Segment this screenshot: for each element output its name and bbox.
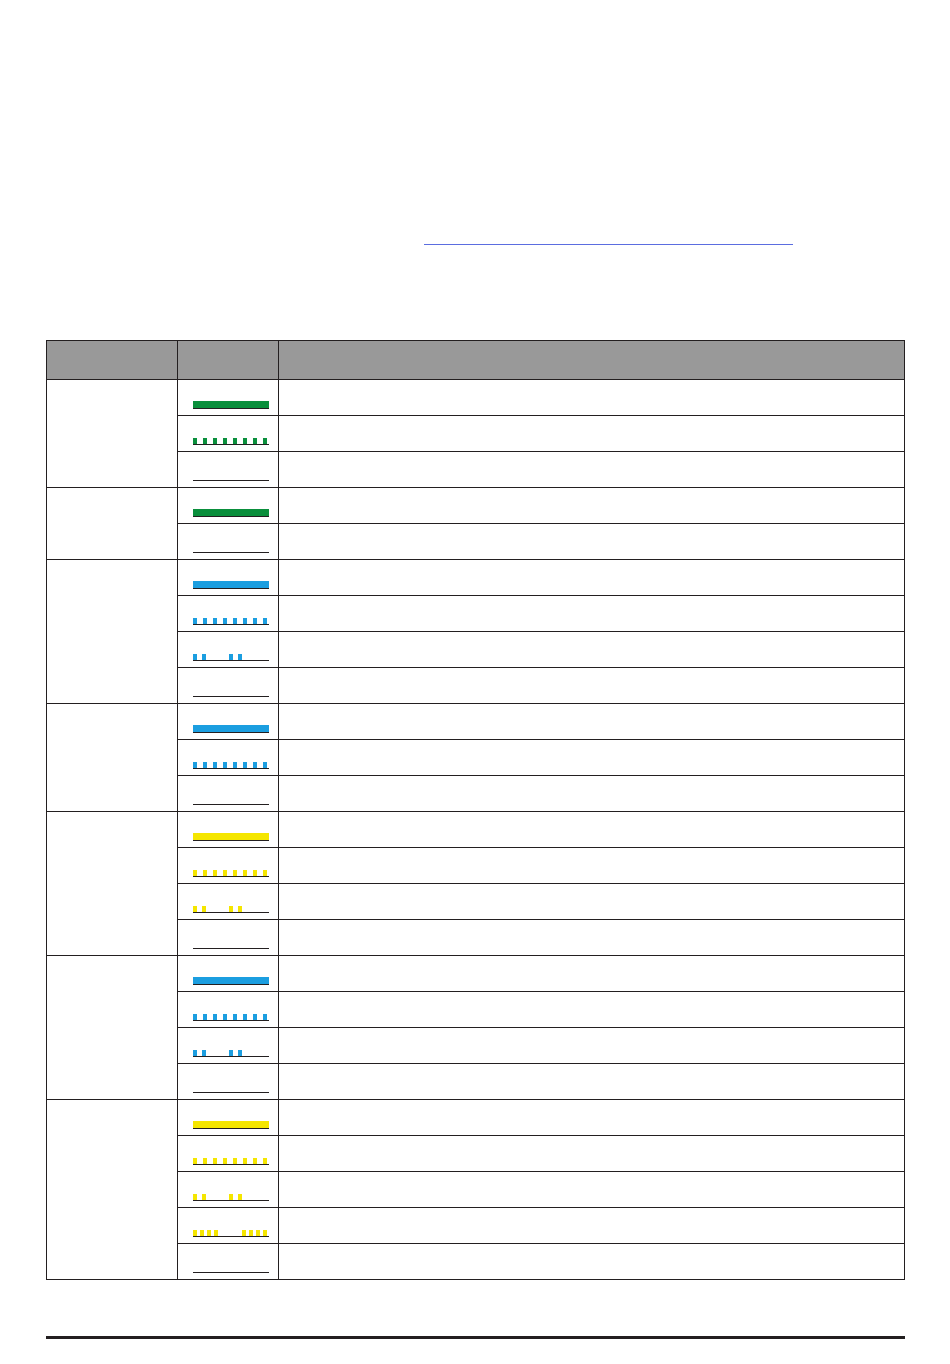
led-segment [233, 618, 237, 624]
led-segment [238, 906, 242, 912]
led-segment [193, 833, 269, 840]
description-cell [279, 992, 905, 1028]
header-cell-group [47, 341, 178, 380]
description-cell [279, 416, 905, 452]
led-off-indicator [193, 472, 269, 481]
led-segment [243, 438, 247, 444]
led-segment [253, 1014, 257, 1020]
description-cell [279, 1136, 905, 1172]
led-segment [233, 438, 237, 444]
led-solid-indicator [193, 400, 269, 409]
led-segment [213, 1014, 217, 1020]
led-pattern-cell [178, 668, 279, 704]
description-cell [279, 632, 905, 668]
led-segment [223, 1158, 227, 1164]
led-segment [253, 762, 257, 768]
led-segment [223, 438, 227, 444]
group-label-cell [47, 812, 178, 956]
led-solid-indicator [193, 580, 269, 589]
led-pattern-cell [178, 1244, 279, 1280]
footer-rule [46, 1336, 905, 1339]
description-cell [279, 1244, 905, 1280]
led-segment [238, 654, 242, 660]
led-segment [213, 1158, 217, 1164]
header-cell-description [279, 341, 905, 380]
description-cell [279, 740, 905, 776]
led-segment [207, 1230, 211, 1236]
group-label-cell [47, 560, 178, 704]
led-segment [213, 618, 217, 624]
table-row [47, 1100, 905, 1136]
description-cell [279, 776, 905, 812]
led-segment [238, 1050, 242, 1056]
led-segment [193, 762, 197, 768]
led-segment [243, 1014, 247, 1020]
led-segment [233, 1158, 237, 1164]
led-pattern-cell [178, 812, 279, 848]
led-pattern-cell [178, 560, 279, 596]
led-segment [256, 1230, 260, 1236]
table-row [47, 380, 905, 416]
description-cell [279, 848, 905, 884]
led-segment [193, 906, 197, 912]
led-off-indicator [193, 1264, 269, 1273]
led-segment [193, 1121, 269, 1128]
led-status-table [46, 340, 905, 1280]
led-segment [253, 1158, 257, 1164]
led-pattern-cell [178, 380, 279, 416]
led-pattern-cell [178, 704, 279, 740]
description-cell [279, 812, 905, 848]
led-fast-blink-indicator [193, 1012, 269, 1021]
description-cell [279, 956, 905, 992]
led-segment [253, 618, 257, 624]
led-double-blink-indicator [193, 904, 269, 913]
led-quad-blink-indicator [193, 1228, 269, 1237]
led-segment [229, 906, 233, 912]
led-pattern-cell [178, 596, 279, 632]
led-segment [243, 618, 247, 624]
led-fast-blink-indicator [193, 868, 269, 877]
led-segment [193, 870, 197, 876]
led-segment [229, 1194, 233, 1200]
led-pattern-cell [178, 1208, 279, 1244]
led-segment [203, 762, 207, 768]
led-segment [243, 1158, 247, 1164]
led-pattern-cell [178, 488, 279, 524]
led-segment [202, 906, 206, 912]
led-segment [243, 762, 247, 768]
led-segment [213, 762, 217, 768]
led-off-indicator [193, 796, 269, 805]
led-segment [193, 1050, 197, 1056]
led-double-blink-indicator [193, 1048, 269, 1057]
description-cell [279, 668, 905, 704]
led-segment [223, 1014, 227, 1020]
led-solid-indicator [193, 1120, 269, 1129]
header-cell-pattern [178, 341, 279, 380]
description-cell [279, 380, 905, 416]
led-pattern-cell [178, 1100, 279, 1136]
led-pattern-cell [178, 848, 279, 884]
led-pattern-cell [178, 1172, 279, 1208]
table-header-row [47, 341, 905, 380]
led-solid-indicator [193, 832, 269, 841]
led-segment [249, 1230, 253, 1236]
led-segment [203, 618, 207, 624]
led-segment [229, 654, 233, 660]
led-fast-blink-indicator [193, 616, 269, 625]
led-segment [233, 1014, 237, 1020]
description-cell [279, 1028, 905, 1064]
table-row [47, 956, 905, 992]
led-segment [253, 438, 257, 444]
led-pattern-cell [178, 524, 279, 560]
table-row [47, 488, 905, 524]
led-segment [193, 1158, 197, 1164]
led-off-indicator [193, 1084, 269, 1093]
led-segment [233, 870, 237, 876]
led-segment [238, 1194, 242, 1200]
description-cell [279, 1064, 905, 1100]
led-segment [233, 762, 237, 768]
led-fast-blink-indicator [193, 1156, 269, 1165]
led-pattern-cell [178, 416, 279, 452]
led-segment [193, 725, 269, 732]
table-body [47, 380, 905, 1280]
led-segment [263, 438, 267, 444]
led-segment [202, 1194, 206, 1200]
table-header [47, 341, 905, 380]
group-label-cell [47, 488, 178, 560]
led-segment [203, 1014, 207, 1020]
led-off-indicator [193, 688, 269, 697]
led-segment [203, 438, 207, 444]
led-segment [193, 1014, 197, 1020]
table-row [47, 812, 905, 848]
group-label-cell [47, 704, 178, 812]
group-label-cell [47, 380, 178, 488]
led-segment [193, 618, 197, 624]
led-fast-blink-indicator [193, 760, 269, 769]
led-pattern-cell [178, 632, 279, 668]
led-segment [193, 581, 269, 588]
description-cell [279, 1172, 905, 1208]
led-solid-indicator [193, 724, 269, 733]
led-pattern-cell [178, 452, 279, 488]
led-segment [213, 438, 217, 444]
led-segment [213, 870, 217, 876]
led-segment [253, 870, 257, 876]
led-segment [202, 1050, 206, 1056]
led-segment [193, 509, 269, 516]
led-solid-indicator [193, 976, 269, 985]
description-cell [279, 596, 905, 632]
led-segment [193, 1230, 197, 1236]
description-cell [279, 1208, 905, 1244]
led-double-blink-indicator [193, 1192, 269, 1201]
table-row [47, 704, 905, 740]
description-cell [279, 452, 905, 488]
led-segment [263, 1014, 267, 1020]
group-label-cell [47, 956, 178, 1100]
led-pattern-cell [178, 992, 279, 1028]
led-segment [193, 654, 197, 660]
led-segment [223, 870, 227, 876]
led-off-indicator [193, 544, 269, 553]
group-label-cell [47, 1100, 178, 1280]
led-segment [200, 1230, 204, 1236]
led-pattern-cell [178, 1064, 279, 1100]
led-segment [214, 1230, 218, 1236]
led-segment [193, 977, 269, 984]
led-segment [203, 870, 207, 876]
led-segment [229, 1050, 233, 1056]
led-segment [263, 1158, 267, 1164]
led-segment [193, 401, 269, 408]
led-segment [203, 1158, 207, 1164]
led-segment [193, 438, 197, 444]
description-cell [279, 488, 905, 524]
led-pattern-cell [178, 884, 279, 920]
led-segment [193, 1194, 197, 1200]
table-row [47, 560, 905, 596]
led-segment [263, 762, 267, 768]
description-cell [279, 920, 905, 956]
description-cell [279, 560, 905, 596]
led-segment [223, 762, 227, 768]
led-pattern-cell [178, 920, 279, 956]
led-pattern-cell [178, 740, 279, 776]
led-double-blink-indicator [193, 652, 269, 661]
led-segment [242, 1230, 246, 1236]
led-solid-indicator [193, 508, 269, 517]
led-segment [263, 618, 267, 624]
led-fast-blink-indicator [193, 436, 269, 445]
description-cell [279, 704, 905, 740]
led-segment [223, 618, 227, 624]
link-underline[interactable] [424, 244, 793, 245]
description-cell [279, 524, 905, 560]
description-cell [279, 884, 905, 920]
led-segment [263, 870, 267, 876]
description-cell [279, 1100, 905, 1136]
led-segment [243, 870, 247, 876]
led-off-indicator [193, 940, 269, 949]
led-segment [202, 654, 206, 660]
led-pattern-cell [178, 956, 279, 992]
led-segment [263, 1230, 267, 1236]
led-pattern-cell [178, 776, 279, 812]
led-pattern-cell [178, 1028, 279, 1064]
led-pattern-cell [178, 1136, 279, 1172]
